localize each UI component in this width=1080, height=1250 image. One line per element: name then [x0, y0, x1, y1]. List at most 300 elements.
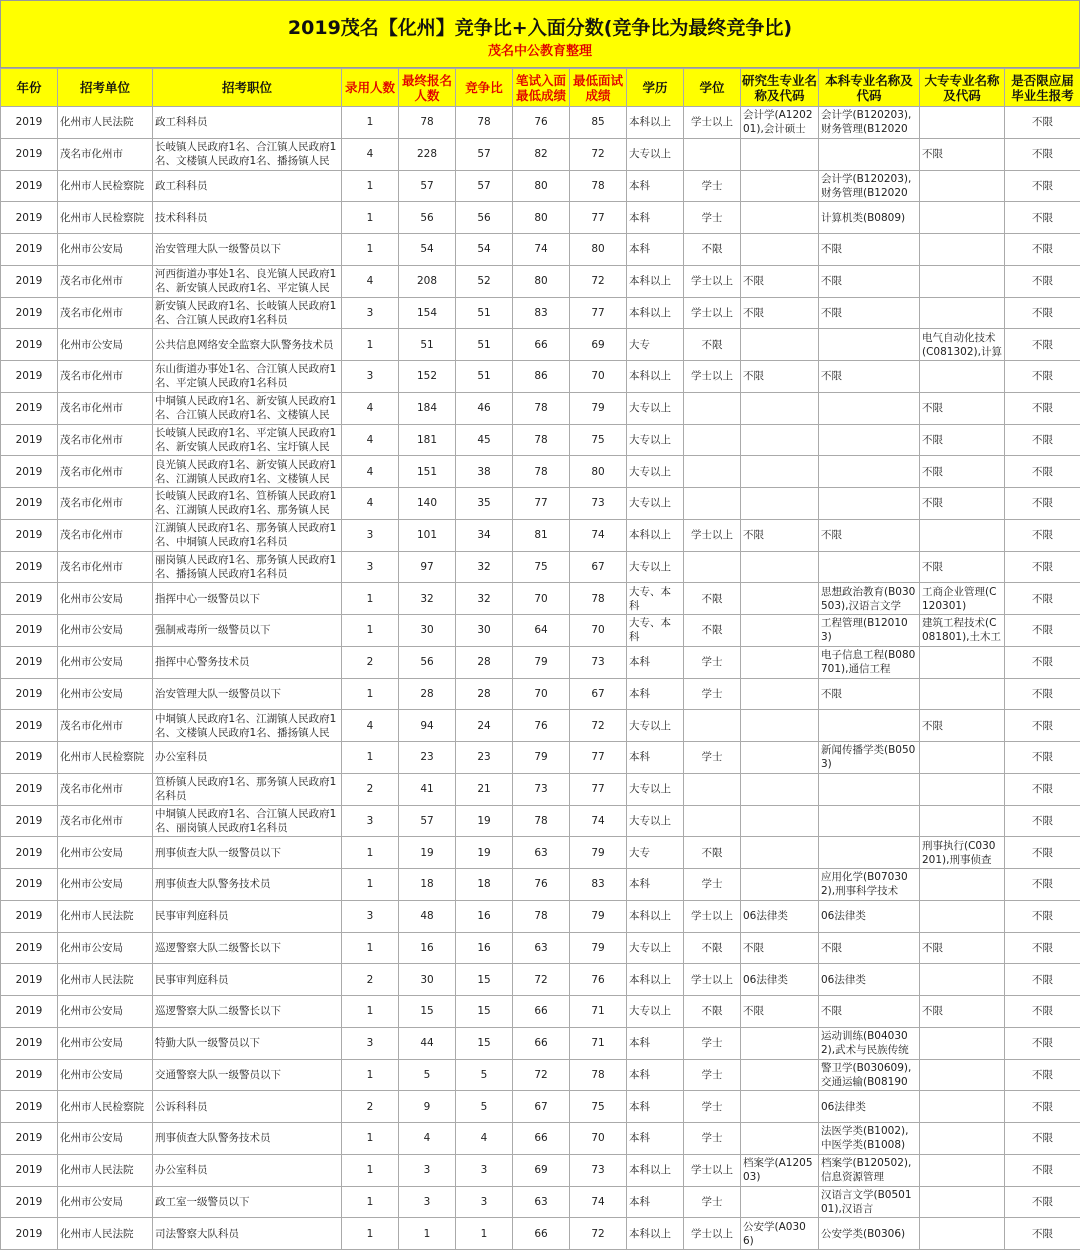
table-row [1, 1154, 1080, 1186]
cell-education: 大专以上 [627, 932, 684, 964]
cell-written-min: 73 [513, 773, 570, 805]
table-row [1, 742, 1080, 774]
cell-graduate-major [741, 869, 819, 901]
cell-written-min: 78 [513, 456, 570, 488]
cell-hire-count: 1 [342, 615, 399, 647]
cell-education: 本科以上 [627, 107, 684, 139]
cell-graduate-major: 档案学(A120503) [741, 1154, 819, 1186]
cell-unit: 化州市公安局 [58, 1186, 153, 1218]
cell-ratio: 78 [456, 107, 513, 139]
cell-fresh-grad: 不限 [1005, 392, 1080, 424]
cell-position: 民事审判庭科员 [153, 964, 342, 996]
cell-ratio: 15 [456, 1027, 513, 1059]
cell-hire-count: 1 [342, 742, 399, 774]
cell-year: 2019 [1, 202, 58, 234]
cell-unit: 茂名市化州市 [58, 424, 153, 456]
cell-interview-min: 80 [570, 456, 627, 488]
cell-degree: 学士 [684, 1027, 741, 1059]
cell-unit: 化州市公安局 [58, 583, 153, 615]
cell-college-major [920, 964, 1005, 996]
cell-applicants: 181 [399, 424, 456, 456]
cell-college-major: 不限 [920, 932, 1005, 964]
cell-graduate-major [741, 329, 819, 361]
cell-year: 2019 [1, 837, 58, 869]
table-row [1, 710, 1080, 742]
cell-college-major: 不限 [920, 710, 1005, 742]
cell-interview-min: 77 [570, 202, 627, 234]
cell-applicants: 228 [399, 138, 456, 170]
cell-ratio: 23 [456, 742, 513, 774]
cell-position: 办公室科员 [153, 1154, 342, 1186]
cell-college-major [920, 678, 1005, 710]
cell-degree: 学士 [684, 869, 741, 901]
cell-graduate-major: 06法律类 [741, 900, 819, 932]
cell-applicants: 184 [399, 392, 456, 424]
header-graduate-major: 研究生专业名称及代码 [741, 69, 819, 107]
cell-applicants: 56 [399, 202, 456, 234]
cell-fresh-grad: 不限 [1005, 1123, 1080, 1155]
header-unit: 招考单位 [58, 69, 153, 107]
cell-hire-count: 4 [342, 138, 399, 170]
cell-fresh-grad: 不限 [1005, 1186, 1080, 1218]
cell-undergrad-major: 会计学(B120203),财务管理(B12020 [819, 170, 920, 202]
cell-ratio: 15 [456, 996, 513, 1028]
cell-degree: 学士 [684, 678, 741, 710]
cell-interview-min: 72 [570, 1218, 627, 1250]
cell-ratio: 57 [456, 138, 513, 170]
table-row [1, 837, 1080, 869]
table-row [1, 234, 1080, 266]
cell-position: 技术科科员 [153, 202, 342, 234]
cell-degree [684, 456, 741, 488]
cell-year: 2019 [1, 1186, 58, 1218]
cell-ratio: 18 [456, 869, 513, 901]
cell-applicants: 57 [399, 170, 456, 202]
cell-interview-min: 73 [570, 646, 627, 678]
cell-unit: 化州市人民法院 [58, 1218, 153, 1250]
cell-position: 公诉科科员 [153, 1091, 342, 1123]
cell-unit: 茂名市化州市 [58, 488, 153, 520]
cell-college-major [920, 869, 1005, 901]
cell-written-min: 66 [513, 1218, 570, 1250]
cell-year: 2019 [1, 646, 58, 678]
cell-interview-min: 77 [570, 297, 627, 329]
cell-written-min: 78 [513, 424, 570, 456]
cell-hire-count: 1 [342, 170, 399, 202]
table-row [1, 932, 1080, 964]
cell-graduate-major: 不限 [741, 519, 819, 551]
cell-fresh-grad: 不限 [1005, 964, 1080, 996]
cell-interview-min: 78 [570, 170, 627, 202]
table-row [1, 488, 1080, 520]
cell-undergrad-major: 不限 [819, 297, 920, 329]
cell-degree: 学士以上 [684, 265, 741, 297]
table-row [1, 964, 1080, 996]
cell-undergrad-major: 不限 [819, 519, 920, 551]
cell-graduate-major [741, 837, 819, 869]
cell-fresh-grad: 不限 [1005, 107, 1080, 139]
cell-undergrad-major: 不限 [819, 996, 920, 1028]
cell-education: 大专以上 [627, 805, 684, 837]
cell-hire-count: 4 [342, 265, 399, 297]
cell-interview-min: 79 [570, 900, 627, 932]
cell-written-min: 80 [513, 202, 570, 234]
cell-unit: 化州市公安局 [58, 678, 153, 710]
cell-college-major: 刑事执行(C030201),刑事侦查 [920, 837, 1005, 869]
cell-position: 长岐镇人民政府1名、合江镇人民政府1名、文楼镇人民政府1名、播扬镇人民 [153, 138, 342, 170]
cell-position: 民事审判庭科员 [153, 900, 342, 932]
cell-year: 2019 [1, 742, 58, 774]
cell-ratio: 51 [456, 361, 513, 393]
table-row [1, 551, 1080, 583]
cell-applicants: 3 [399, 1186, 456, 1218]
cell-interview-min: 83 [570, 869, 627, 901]
cell-hire-count: 2 [342, 773, 399, 805]
cell-hire-count: 1 [342, 107, 399, 139]
cell-year: 2019 [1, 265, 58, 297]
cell-hire-count: 2 [342, 646, 399, 678]
cell-applicants: 140 [399, 488, 456, 520]
cell-applicants: 78 [399, 107, 456, 139]
cell-interview-min: 67 [570, 551, 627, 583]
table-row [1, 392, 1080, 424]
table-row [1, 1218, 1080, 1250]
cell-year: 2019 [1, 932, 58, 964]
cell-fresh-grad: 不限 [1005, 773, 1080, 805]
cell-written-min: 79 [513, 742, 570, 774]
cell-ratio: 45 [456, 424, 513, 456]
cell-written-min: 83 [513, 297, 570, 329]
cell-ratio: 28 [456, 646, 513, 678]
header-written-min: 笔试入面最低成绩 [513, 69, 570, 107]
cell-degree: 学士 [684, 202, 741, 234]
cell-position: 东山街道办事处1名、合江镇人民政府1名、平定镇人民政府1名科员 [153, 361, 342, 393]
table-row [1, 329, 1080, 361]
cell-hire-count: 4 [342, 456, 399, 488]
cell-year: 2019 [1, 138, 58, 170]
cell-degree: 学士 [684, 646, 741, 678]
cell-unit: 化州市公安局 [58, 996, 153, 1028]
table-row [1, 456, 1080, 488]
cell-position: 治安管理大队一级警员以下 [153, 678, 342, 710]
cell-written-min: 80 [513, 170, 570, 202]
cell-graduate-major: 不限 [741, 996, 819, 1028]
cell-graduate-major [741, 742, 819, 774]
table-row [1, 170, 1080, 202]
cell-year: 2019 [1, 1027, 58, 1059]
cell-undergrad-major: 工程管理(B120103) [819, 615, 920, 647]
cell-degree [684, 488, 741, 520]
cell-applicants: 101 [399, 519, 456, 551]
table-row [1, 1091, 1080, 1123]
header-fresh-grad: 是否限应届毕业生报考 [1005, 69, 1080, 107]
cell-fresh-grad: 不限 [1005, 710, 1080, 742]
cell-year: 2019 [1, 1154, 58, 1186]
cell-position: 治安管理大队一级警员以下 [153, 234, 342, 266]
cell-graduate-major [741, 1059, 819, 1091]
table-row [1, 900, 1080, 932]
cell-graduate-major [741, 1091, 819, 1123]
cell-degree: 学士以上 [684, 1218, 741, 1250]
cell-graduate-major: 不限 [741, 361, 819, 393]
cell-fresh-grad: 不限 [1005, 805, 1080, 837]
cell-written-min: 66 [513, 1027, 570, 1059]
cell-undergrad-major [819, 551, 920, 583]
cell-applicants: 4 [399, 1123, 456, 1155]
cell-unit: 化州市人民法院 [58, 964, 153, 996]
table-row [1, 107, 1080, 139]
cell-undergrad-major: 电子信息工程(B080701),通信工程 [819, 646, 920, 678]
cell-undergrad-major: 06法律类 [819, 900, 920, 932]
cell-ratio: 51 [456, 329, 513, 361]
cell-written-min: 78 [513, 900, 570, 932]
cell-position: 巡逻警察大队二级警长以下 [153, 932, 342, 964]
cell-fresh-grad: 不限 [1005, 1154, 1080, 1186]
cell-college-major: 不限 [920, 392, 1005, 424]
cell-interview-min: 70 [570, 1123, 627, 1155]
cell-applicants: 30 [399, 615, 456, 647]
cell-fresh-grad: 不限 [1005, 615, 1080, 647]
cell-undergrad-major [819, 456, 920, 488]
cell-unit: 茂名市化州市 [58, 392, 153, 424]
cell-applicants: 94 [399, 710, 456, 742]
cell-ratio: 3 [456, 1186, 513, 1218]
cell-undergrad-major [819, 710, 920, 742]
cell-education: 本科 [627, 646, 684, 678]
cell-unit: 茂名市化州市 [58, 519, 153, 551]
cell-degree: 学士以上 [684, 1154, 741, 1186]
cell-position: 笪桥镇人民政府1名、那务镇人民政府1名科员 [153, 773, 342, 805]
cell-undergrad-major: 06法律类 [819, 1091, 920, 1123]
cell-applicants: 15 [399, 996, 456, 1028]
cell-interview-min: 75 [570, 1091, 627, 1123]
cell-undergrad-major: 计算机类(B0809) [819, 202, 920, 234]
cell-fresh-grad: 不限 [1005, 456, 1080, 488]
cell-education: 大专以上 [627, 138, 684, 170]
cell-position: 公共信息网络安全监察大队警务技术员 [153, 329, 342, 361]
cell-fresh-grad: 不限 [1005, 234, 1080, 266]
cell-year: 2019 [1, 297, 58, 329]
cell-degree: 学士以上 [684, 297, 741, 329]
cell-unit: 茂名市化州市 [58, 805, 153, 837]
cell-hire-count: 1 [342, 583, 399, 615]
cell-degree: 学士 [684, 1123, 741, 1155]
cell-fresh-grad: 不限 [1005, 329, 1080, 361]
cell-degree: 不限 [684, 932, 741, 964]
cell-hire-count: 1 [342, 837, 399, 869]
cell-hire-count: 1 [342, 1186, 399, 1218]
cell-ratio: 56 [456, 202, 513, 234]
table-row [1, 996, 1080, 1028]
cell-graduate-major [741, 805, 819, 837]
cell-year: 2019 [1, 1059, 58, 1091]
cell-year: 2019 [1, 1123, 58, 1155]
cell-interview-min: 79 [570, 392, 627, 424]
cell-fresh-grad: 不限 [1005, 646, 1080, 678]
cell-year: 2019 [1, 678, 58, 710]
header-hire-count: 录用人数 [342, 69, 399, 107]
table-row [1, 138, 1080, 170]
table-row [1, 1186, 1080, 1218]
cell-education: 本科 [627, 202, 684, 234]
cell-undergrad-major: 运动训练(B040302),武术与民族传统 [819, 1027, 920, 1059]
cell-degree: 学士以上 [684, 361, 741, 393]
cell-college-major [920, 1091, 1005, 1123]
cell-year: 2019 [1, 869, 58, 901]
cell-written-min: 76 [513, 107, 570, 139]
cell-position: 刑事侦查大队一级警员以下 [153, 837, 342, 869]
cell-fresh-grad: 不限 [1005, 488, 1080, 520]
cell-unit: 化州市公安局 [58, 1059, 153, 1091]
cell-fresh-grad: 不限 [1005, 265, 1080, 297]
cell-applicants: 154 [399, 297, 456, 329]
cell-hire-count: 1 [342, 1123, 399, 1155]
cell-undergrad-major: 不限 [819, 361, 920, 393]
cell-position: 中垌镇人民政府1名、江湖镇人民政府1名、文楼镇人民政府1名、播扬镇人民 [153, 710, 342, 742]
cell-undergrad-major: 公安学类(B0306) [819, 1218, 920, 1250]
cell-ratio: 34 [456, 519, 513, 551]
cell-fresh-grad: 不限 [1005, 1218, 1080, 1250]
header-position: 招考职位 [153, 69, 342, 107]
cell-fresh-grad: 不限 [1005, 519, 1080, 551]
cell-undergrad-major [819, 773, 920, 805]
cell-college-major: 不限 [920, 424, 1005, 456]
cell-ratio: 32 [456, 551, 513, 583]
cell-unit: 化州市公安局 [58, 615, 153, 647]
cell-degree: 学士以上 [684, 107, 741, 139]
cell-degree [684, 392, 741, 424]
cell-hire-count: 1 [342, 996, 399, 1028]
cell-college-major [920, 265, 1005, 297]
cell-education: 本科以上 [627, 1154, 684, 1186]
cell-position: 长岐镇人民政府1名、平定镇人民政府1名、新安镇人民政府1名、宝圩镇人民 [153, 424, 342, 456]
cell-position: 政工室一级警员以下 [153, 1186, 342, 1218]
cell-hire-count: 1 [342, 1154, 399, 1186]
cell-ratio: 19 [456, 837, 513, 869]
cell-ratio: 5 [456, 1059, 513, 1091]
cell-ratio: 54 [456, 234, 513, 266]
cell-position: 河西街道办事处1名、良光镇人民政府1名、新安镇人民政府1名、平定镇人民 [153, 265, 342, 297]
cell-hire-count: 1 [342, 329, 399, 361]
cell-degree: 不限 [684, 583, 741, 615]
cell-unit: 茂名市化州市 [58, 361, 153, 393]
cell-ratio: 21 [456, 773, 513, 805]
cell-education: 大专以上 [627, 456, 684, 488]
cell-undergrad-major [819, 138, 920, 170]
cell-interview-min: 71 [570, 1027, 627, 1059]
cell-graduate-major: 不限 [741, 932, 819, 964]
cell-written-min: 66 [513, 329, 570, 361]
cell-fresh-grad: 不限 [1005, 1059, 1080, 1091]
cell-year: 2019 [1, 107, 58, 139]
cell-college-major: 不限 [920, 996, 1005, 1028]
cell-hire-count: 1 [342, 234, 399, 266]
table-row [1, 1123, 1080, 1155]
cell-education: 本科 [627, 869, 684, 901]
cell-college-major: 建筑工程技术(C081801),土木工 [920, 615, 1005, 647]
cell-interview-min: 74 [570, 519, 627, 551]
cell-graduate-major [741, 234, 819, 266]
cell-education: 本科 [627, 170, 684, 202]
cell-unit: 化州市人民检察院 [58, 1091, 153, 1123]
cell-unit: 化州市人民检察院 [58, 742, 153, 774]
cell-college-major [920, 1027, 1005, 1059]
cell-year: 2019 [1, 551, 58, 583]
cell-degree: 学士 [684, 742, 741, 774]
table-row [1, 773, 1080, 805]
cell-position: 政工科科员 [153, 170, 342, 202]
cell-hire-count: 3 [342, 551, 399, 583]
cell-hire-count: 1 [342, 202, 399, 234]
cell-interview-min: 70 [570, 615, 627, 647]
cell-undergrad-major [819, 392, 920, 424]
cell-interview-min: 78 [570, 1059, 627, 1091]
table-row [1, 583, 1080, 615]
cell-interview-min: 72 [570, 710, 627, 742]
cell-applicants: 151 [399, 456, 456, 488]
cell-college-major [920, 805, 1005, 837]
cell-fresh-grad: 不限 [1005, 202, 1080, 234]
cell-year: 2019 [1, 1091, 58, 1123]
cell-graduate-major [741, 551, 819, 583]
cell-undergrad-major: 汉语言文学(B050101),汉语言 [819, 1186, 920, 1218]
cell-undergrad-major [819, 424, 920, 456]
cell-unit: 化州市公安局 [58, 932, 153, 964]
cell-interview-min: 78 [570, 583, 627, 615]
cell-year: 2019 [1, 900, 58, 932]
cell-education: 大专、本科 [627, 615, 684, 647]
cell-ratio: 38 [456, 456, 513, 488]
cell-degree: 不限 [684, 329, 741, 361]
cell-college-major [920, 297, 1005, 329]
table-row [1, 869, 1080, 901]
table-row [1, 361, 1080, 393]
cell-written-min: 69 [513, 1154, 570, 1186]
cell-written-min: 66 [513, 996, 570, 1028]
cell-education: 大专以上 [627, 424, 684, 456]
cell-written-min: 72 [513, 964, 570, 996]
cell-applicants: 41 [399, 773, 456, 805]
cell-applicants: 56 [399, 646, 456, 678]
cell-year: 2019 [1, 519, 58, 551]
cell-position: 中垌镇人民政府1名、新安镇人民政府1名、合江镇人民政府1名、文楼镇人民 [153, 392, 342, 424]
table-row [1, 424, 1080, 456]
cell-interview-min: 75 [570, 424, 627, 456]
cell-position: 交通警察大队一级警员以下 [153, 1059, 342, 1091]
cell-position: 办公室科员 [153, 742, 342, 774]
cell-applicants: 48 [399, 900, 456, 932]
cell-college-major [920, 202, 1005, 234]
cell-position: 政工科科员 [153, 107, 342, 139]
cell-position: 强制戒毒所一级警员以下 [153, 615, 342, 647]
cell-hire-count: 3 [342, 900, 399, 932]
cell-hire-count: 4 [342, 424, 399, 456]
cell-education: 大专 [627, 837, 684, 869]
cell-written-min: 70 [513, 678, 570, 710]
cell-ratio: 19 [456, 805, 513, 837]
cell-unit: 茂名市化州市 [58, 710, 153, 742]
cell-graduate-major [741, 1027, 819, 1059]
header-college-major: 大专专业名称及代码 [920, 69, 1005, 107]
cell-education: 大专 [627, 329, 684, 361]
cell-written-min: 81 [513, 519, 570, 551]
cell-education: 本科 [627, 1123, 684, 1155]
cell-college-major [920, 646, 1005, 678]
cell-graduate-major [741, 170, 819, 202]
table-row [1, 678, 1080, 710]
cell-degree: 学士以上 [684, 964, 741, 996]
cell-ratio: 1 [456, 1218, 513, 1250]
